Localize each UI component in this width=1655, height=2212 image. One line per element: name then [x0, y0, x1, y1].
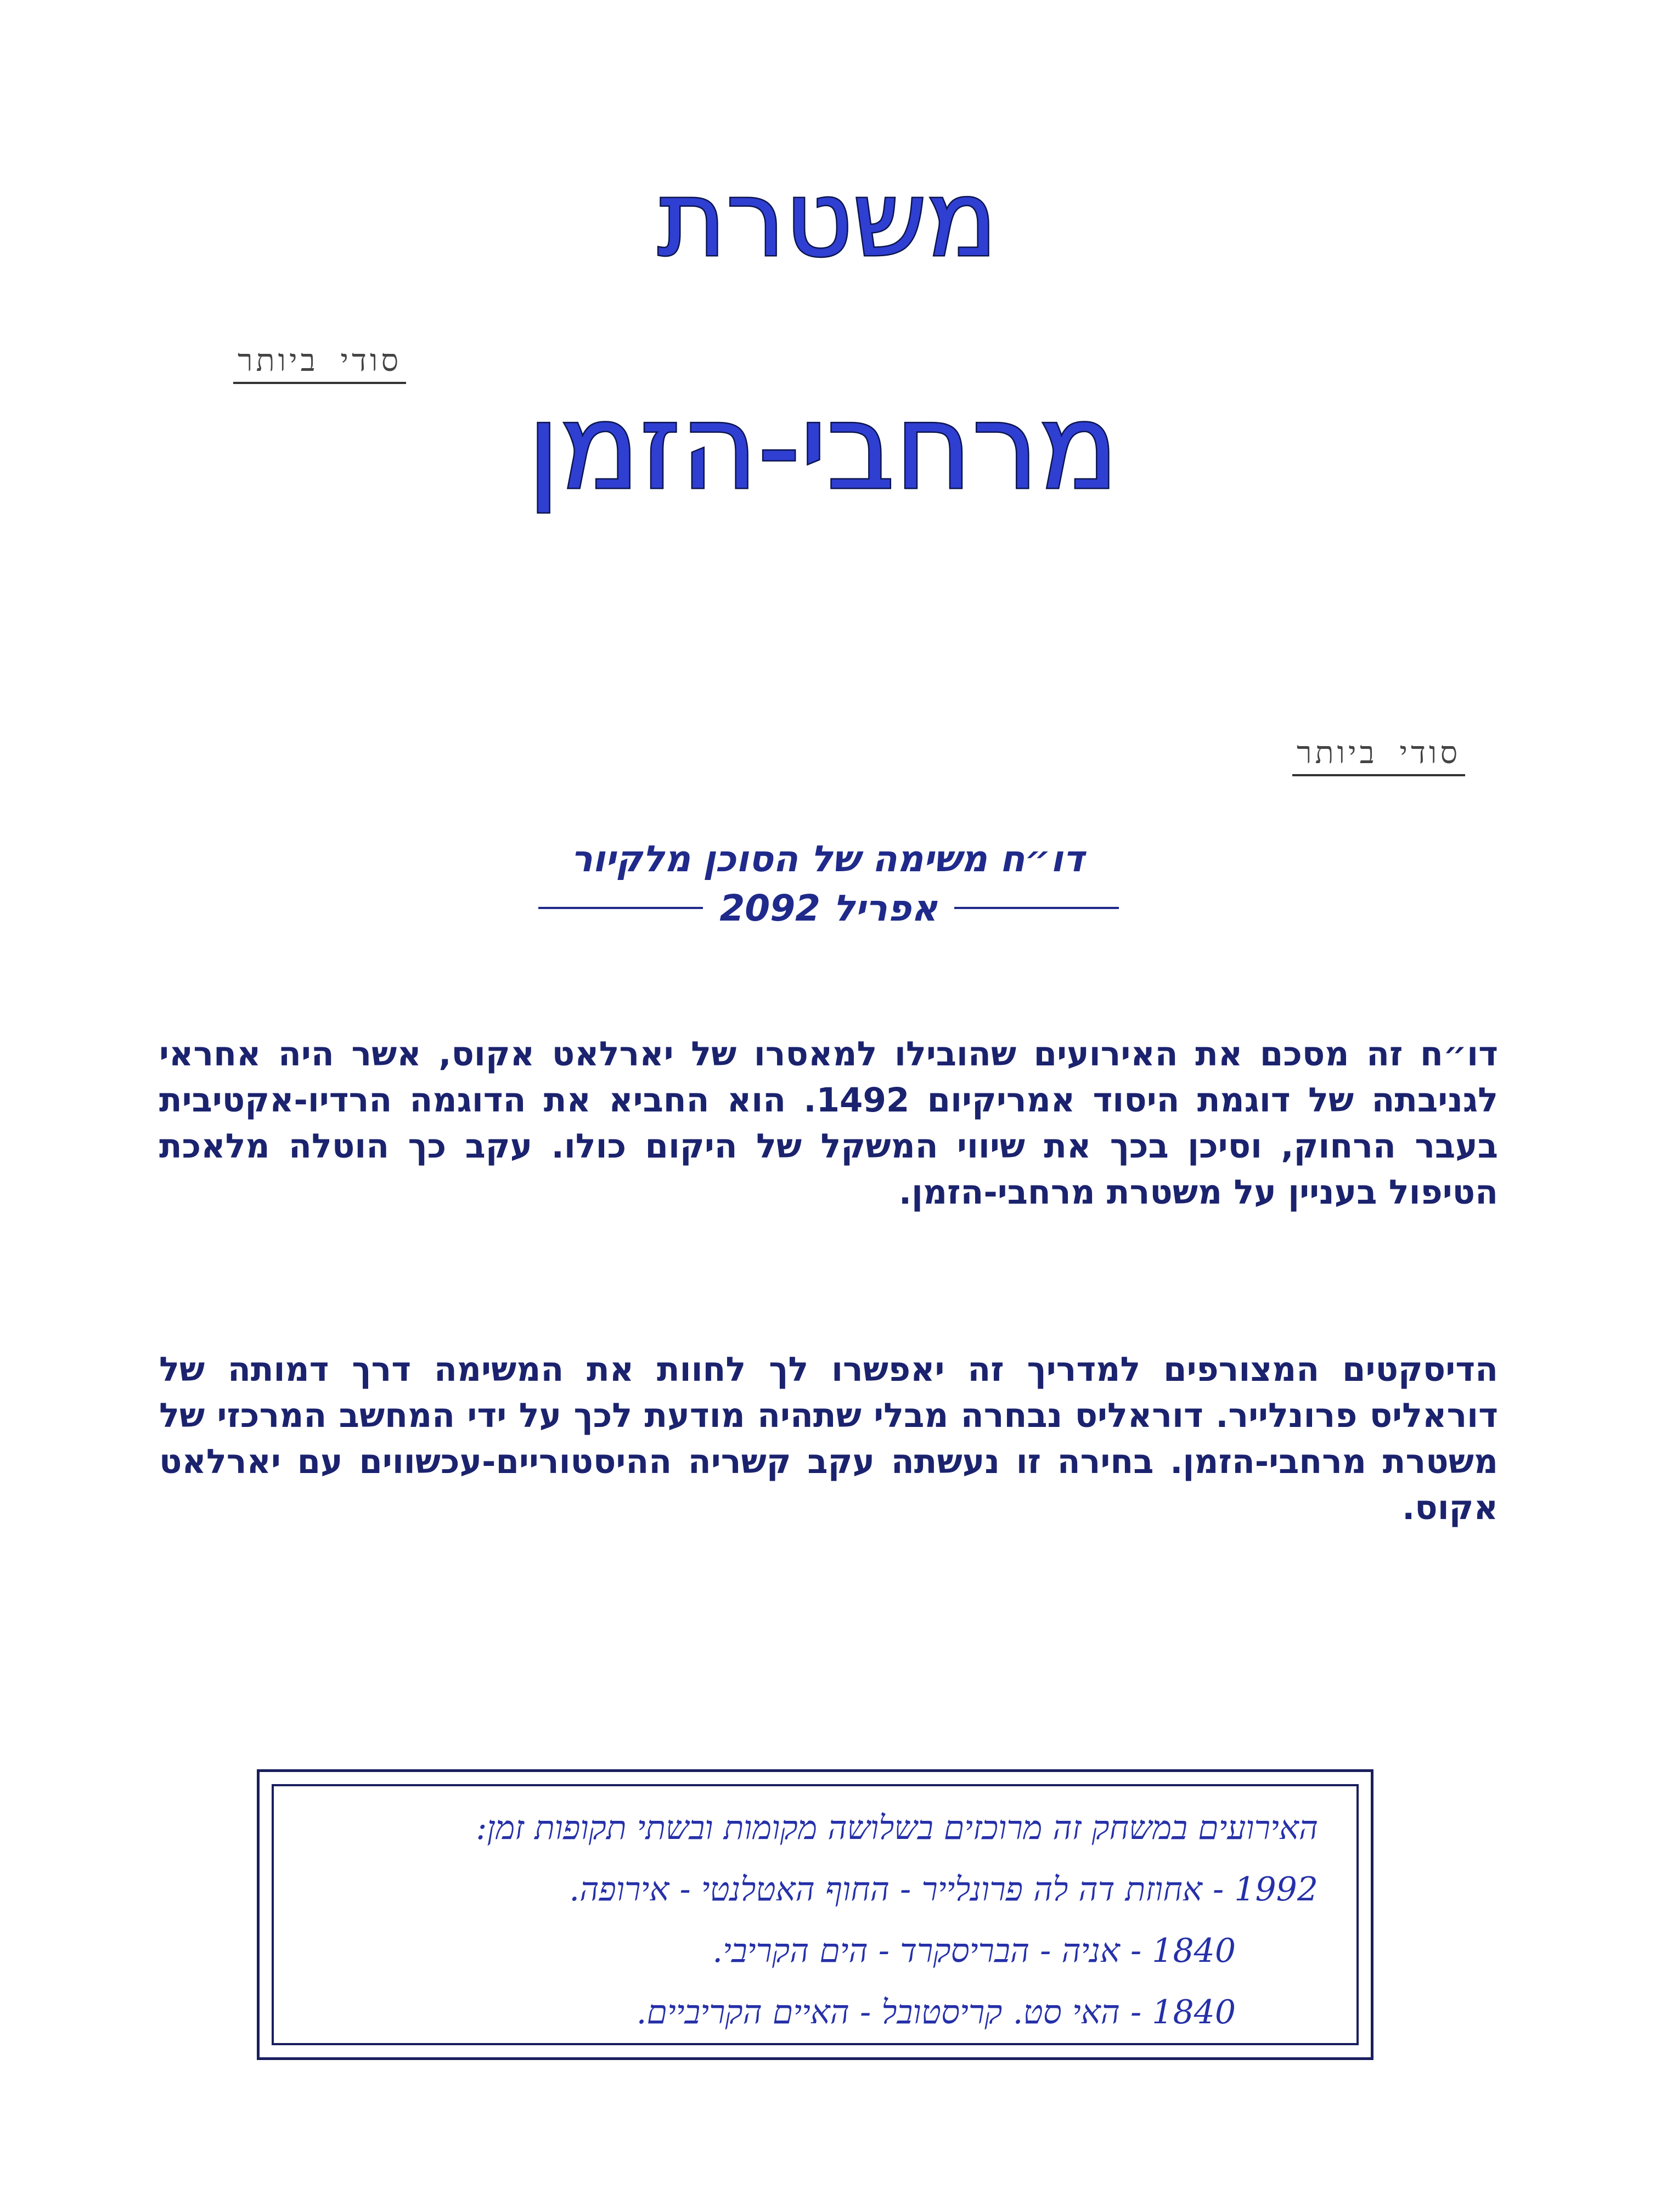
body-paragraph-2: [159, 1347, 1498, 1531]
note-line: 1992 - אחוזת דה לה פרונלייר - החוף האטלנטי - אירופה.: [569, 1870, 1318, 1909]
body-paragraph-text: הדיסקטים המצורפים למדריך זה יאפשרו לך לחוות את המשימה דרך דמותה של דוראליס פרונלייר. דוראליס נבחרה מבלי שתהיה מודעת לכך על ידי המחשב המרכזי של משטרת מרחבי-הזמן. בחירה זו נעשתה עקב קשריה ההיסטוריים-עכשווים עם יארלאט אקוס.: [159, 1350, 1498, 1527]
note-box-inner-frame: [272, 1784, 1359, 2045]
note-line: 1840 - האי סט. קריסטובל - האיים הקריביים.: [636, 1993, 1236, 2032]
title-main: מרחבי-הזמן: [527, 378, 1119, 516]
title-top: משטרת: [657, 159, 998, 280]
mission-date: אפריל 2092: [719, 887, 938, 929]
handwritten-note-box: [257, 1769, 1373, 2060]
mission-heading: דו״ח משימה של הסוכן מלקיור: [571, 838, 1084, 880]
mission-date-row: [535, 883, 1122, 933]
secret-stamp: סודי ביותר: [1292, 735, 1465, 776]
body-paragraph-text: דו״ח זה מסכם את האירועים שהובילו למאסרו של יארלאט אקוס, אשר היה אחראי לגניבתה של דוגמת היסוד אמריקיום 1492. הוא החביא את הדוגמה הרדיו-אקטיבית בעבר הרחוק, וסיכן בכך את שיווי המשקל של היקום כולו. עקב כך הוטלה מלאכת הטיפול בעניין על משטרת מרחבי-הזמן.: [159, 1035, 1498, 1212]
note-line: האירועים במשחק זה מרוכזים בשלושה מקומות ובשתי תקופות זמן:: [476, 1809, 1318, 1847]
date-divider-left: [538, 907, 703, 909]
body-paragraph-1: [159, 1031, 1498, 1216]
note-line: 1840 - אניה - הבריסקרד - הים הקריבי.: [712, 1932, 1236, 1970]
secret-stamp: סודי ביותר: [233, 343, 406, 384]
date-divider-right: [954, 907, 1119, 909]
